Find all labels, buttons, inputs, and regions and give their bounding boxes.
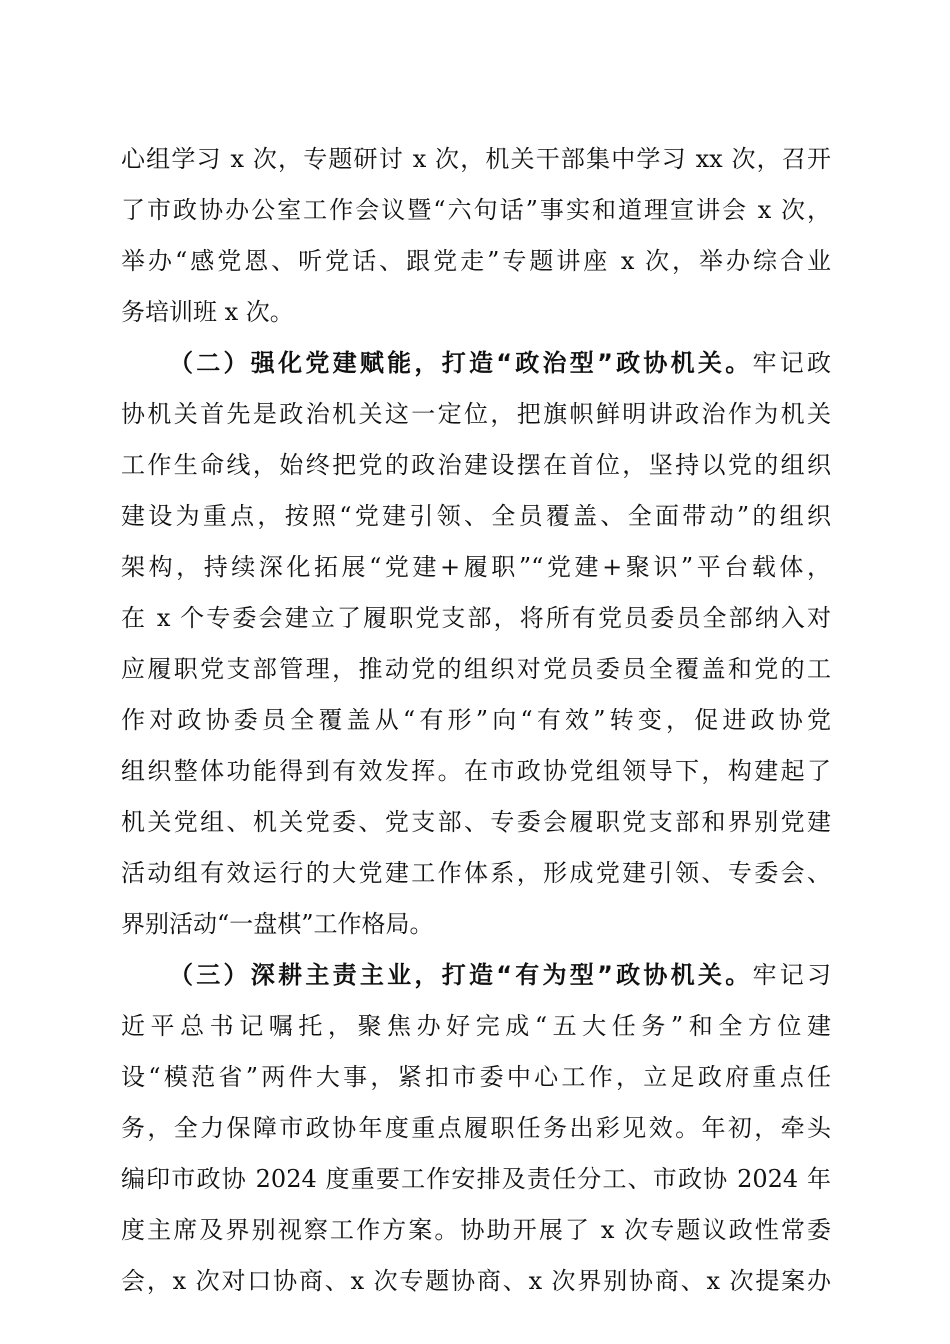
text-line: 务，全力保障市政协年度重点履职任务出彩见效。年初，牵头 xyxy=(121,1114,831,1142)
text-line: 协机关首先是政治机关这一定位，把旗帜鲜明讲政治作为机关 xyxy=(121,400,831,428)
text-line: 设“模范省”两件大事，紧扣市委中心工作，立足政府重点任 xyxy=(121,1063,831,1091)
text-line: 举办“感党恩、听党话、跟党走”专题讲座 x 次，举办综合业 xyxy=(121,247,831,275)
text-line: 会，x 次对口协商、x 次专题协商、x 次界别协商、x 次提案办 xyxy=(121,1267,831,1295)
text-line: 务培训班 x 次。 xyxy=(121,298,294,326)
text-line: 工作生命线，始终把党的政治建设摆在首位，坚持以党的组织 xyxy=(121,451,831,479)
text-line: 架构，持续深化拓展“党建+履职”“党建+聚识”平台载体， xyxy=(121,553,831,581)
text-line: 心组学习 x 次，专题研讨 x 次，机关干部集中学习 xx 次，召开 xyxy=(121,145,831,173)
section-heading: （二）强化党建赋能，打造“政治型”政协机关。 xyxy=(169,349,753,377)
section-heading-line xyxy=(169,341,831,385)
text-line: 度主席及界别视察工作方案。协助开展了 x 次专题议政性常委 xyxy=(121,1216,831,1244)
heading-line-rest: 牢记习 xyxy=(752,961,832,989)
text-line: 组织整体功能得到有效发挥。在市政协党组领导下，构建起了 xyxy=(121,757,831,785)
text-line: 近平总书记嘱托，聚焦办好完成“五大任务”和全方位建 xyxy=(121,1012,831,1040)
text-line: 编印市政协 2024 度重要工作安排及责任分工、市政协 2024 年 xyxy=(121,1165,831,1193)
text-line: 界别活动“一盘棋”工作格局。 xyxy=(121,910,434,938)
section-heading-line xyxy=(169,953,831,997)
text-line: 建设为重点，按照“党建引领、全员覆盖、全面带动”的组织 xyxy=(121,502,831,530)
section-heading: （三）深耕主责主业，打造“有为型”政协机关。 xyxy=(169,961,753,989)
text-line: 在 x 个专委会建立了履职党支部，将所有党员委员全部纳入对 xyxy=(121,604,831,632)
text-line: 活动组有效运行的大党建工作体系，形成党建引领、专委会、 xyxy=(121,859,831,887)
text-line: 机关党组、机关党委、党支部、专委会履职党支部和界别党建 xyxy=(121,808,831,836)
text-line: 应履职党支部管理，推动党的组织对党员委员全覆盖和党的工 xyxy=(121,655,831,683)
heading-line-rest: 牢记政 xyxy=(752,349,832,377)
text-line: 作对政协委员全覆盖从“有形”向“有效”转变，促进政协党 xyxy=(121,706,831,734)
text-line: 了市政协办公室工作会议暨“六句话”事实和道理宣讲会 x 次， xyxy=(121,196,831,224)
